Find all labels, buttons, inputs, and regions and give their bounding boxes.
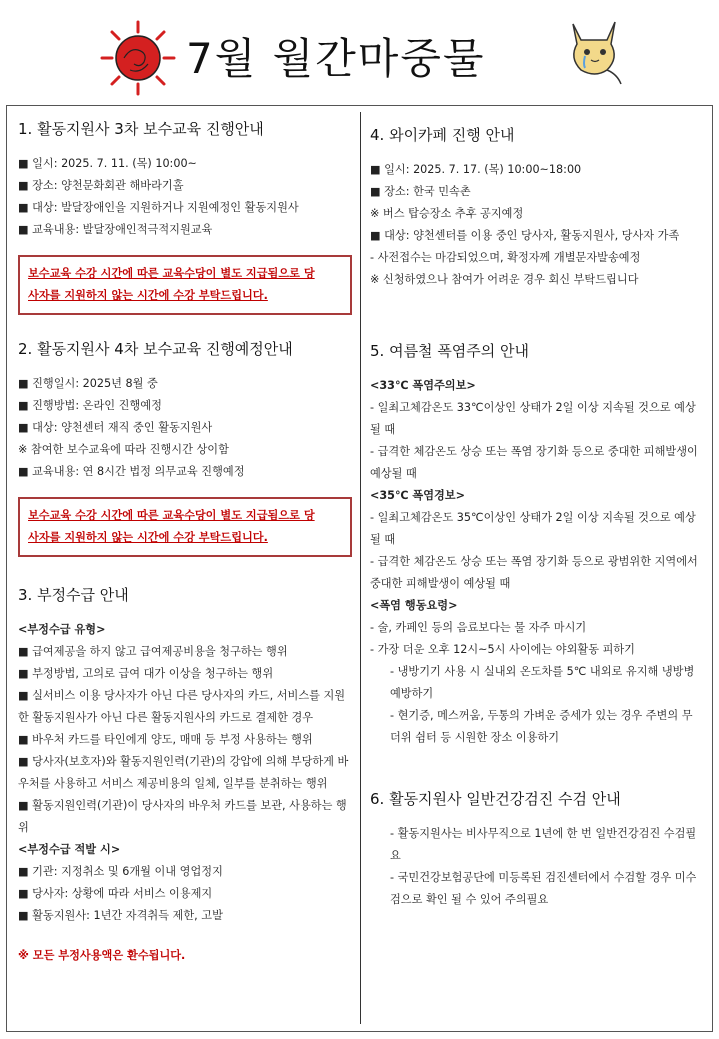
list-item: ■ 진행일시: 2025년 8월 중 [18,377,158,390]
subheading: <33℃ 폭염주의보> [370,379,476,392]
subheading: <폭염 행동요령> [370,599,458,612]
list-item: - 사전접수는 마감되었으며, 확정자께 개별문자발송예정 [370,251,641,264]
list-item: ■ 활동지원인력(기관)이 당사자의 바우처 카드를 보관, 사용하는 행위 [18,799,347,834]
list-item: - 일최고체감온도 35℃이상인 상태가 2일 이상 지속될 것으로 예상될 때 [370,511,696,546]
section-1-heading: 1. 활동지원사 3차 보수교육 진행안내 [18,120,264,138]
list-item: ■ 당사자(보호자)와 활동지원인력(기관)의 강압에 의해 부당하게 바우처를 사용하고 서비스 제공비용의 일체, 일부를 분취하는 행위 [18,755,349,790]
cat-icon [555,10,633,88]
list-item: ■ 부정방법, 고의로 급여 대가 이상을 청구하는 행위 [18,667,274,680]
section-2 [18,338,352,557]
list-item: ■ 장소: 양천문화회관 해바라기홀 [18,179,184,192]
section-3-heading: 3. 부정수급 안내 [18,586,129,604]
list-item: ■ 바우처 카드를 타인에게 양도, 매매 등 부정 사용하는 행위 [18,733,313,746]
list-item: ■ 급여제공을 하지 않고 급여제공비용을 청구하는 행위 [18,645,288,658]
subheading: <35℃ 폭염경보> [370,489,465,502]
list-item: ■ 일시: 2025. 7. 17. (목) 10:00~18:00 [370,163,582,176]
list-item: - 냉방기기 사용 시 실내외 온도차를 5℃ 내외로 유지해 냉방병 예방하기 [390,665,695,700]
section-6 [370,788,700,911]
column-divider [360,112,361,1024]
section-6-heading: 6. 활동지원사 일반건강검진 수검 안내 [370,790,621,808]
list-item: ■ 대상: 발달장애인을 지원하거나 지원예정인 활동지원사 [18,201,299,214]
section-3 [18,584,352,967]
section-5 [370,340,700,749]
list-item: ■ 대상: 양천센터 재직 중인 활동지원사 [18,421,213,434]
list-item: ※ 참여한 보수교육에 따라 진행시간 상이함 [18,443,229,456]
section-1 [18,118,352,315]
list-item: - 가장 더운 오후 12시~5시 사이에는 야외활동 피하기 [370,643,635,656]
list-item: ■ 교육내용: 연 8시간 법정 의무교육 진행예정 [18,465,245,478]
subheading: <부정수급 유형> [18,623,106,636]
section-4-heading: 4. 와이카페 진행 안내 [370,126,515,144]
list-item: - 급격한 체감온도 상승 또는 폭염 장기화 등으로 중대한 피해발생이 예상될 때 [370,445,698,480]
refund-warning: ※ 모든 부정사용액은 환수됩니다. [18,949,186,962]
notice-box [18,497,352,557]
sun-icon [100,20,176,96]
list-item: - 활동지원사는 비사무직으로 1년에 한 번 일반건강검진 수검필요 [390,827,697,862]
list-item: ■ 대상: 양천센터를 이용 중인 당사자, 활동지원사, 당사자 가족 [370,229,680,242]
list-item: ■ 진행방법: 온라인 진행예정 [18,399,162,412]
list-item: - 일최고체감온도 33℃이상인 상태가 2일 이상 지속될 것으로 예상될 때 [370,401,696,436]
list-item: - 현기증, 메스꺼움, 두통의 가벼운 증세가 있는 경우 주변의 무더위 쉼터 등 시원한 장소 이용하기 [390,709,693,744]
page-title: 7월 월간마중물 [186,34,486,83]
list-item: ■ 기관: 지정취소 및 6개월 이내 영업정지 [18,865,223,878]
notice-line: 보수교육 수강 시간에 따른 교육수당이 별도 지급됨으로 당 [28,267,315,280]
header [0,0,719,100]
notice-line: 보수교육 수강 시간에 따른 교육수당이 별도 지급됨으로 당 [28,509,315,522]
subheading: <부정수급 적발 시> [18,843,121,856]
list-item: ■ 당사자: 상황에 따라 서비스 이용제지 [18,887,213,900]
list-item: ※ 버스 탑승장소 추후 공지예정 [370,207,524,220]
list-item: ■ 활동지원사: 1년간 자격취득 제한, 고발 [18,909,223,922]
list-item: ■ 실서비스 이용 당사자가 아닌 다른 당사자의 카드, 서비스를 지원한 활동지원사가 아닌 다른 활동지원사의 카드로 결제한 경우 [18,689,346,724]
list-item: - 국민건강보험공단에 미등록된 검진센터에서 수검할 경우 미수검으로 확인 될 수 있어 주의필요 [390,871,697,906]
list-item: ■ 일시: 2025. 7. 11. (목) 10:00~ [18,157,197,170]
section-2-heading: 2. 활동지원사 4차 보수교육 진행예정안내 [18,340,293,358]
list-item: - 급격한 체감온도 상승 또는 폭염 장기화 등으로 광범위한 지역에서 중대한 피해발생이 예상될 때 [370,555,698,590]
list-item: - 술, 카페인 등의 음료보다는 물 자주 마시기 [370,621,587,634]
list-item: ■ 장소: 한국 민속촌 [370,185,471,198]
section-4 [370,124,700,291]
list-item: ■ 교육내용: 발달장애인적극적지원교육 [18,223,213,236]
list-item: ※ 신청하였으나 참여가 어려운 경우 회신 부탁드립니다 [370,273,639,286]
section-5-heading: 5. 여름철 폭염주의 안내 [370,342,530,360]
notice-box [18,255,352,315]
notice-line: 사자를 지원하지 않는 시간에 수강 부탁드립니다. [28,531,268,544]
notice-line: 사자를 지원하지 않는 시간에 수강 부탁드립니다. [28,289,268,302]
